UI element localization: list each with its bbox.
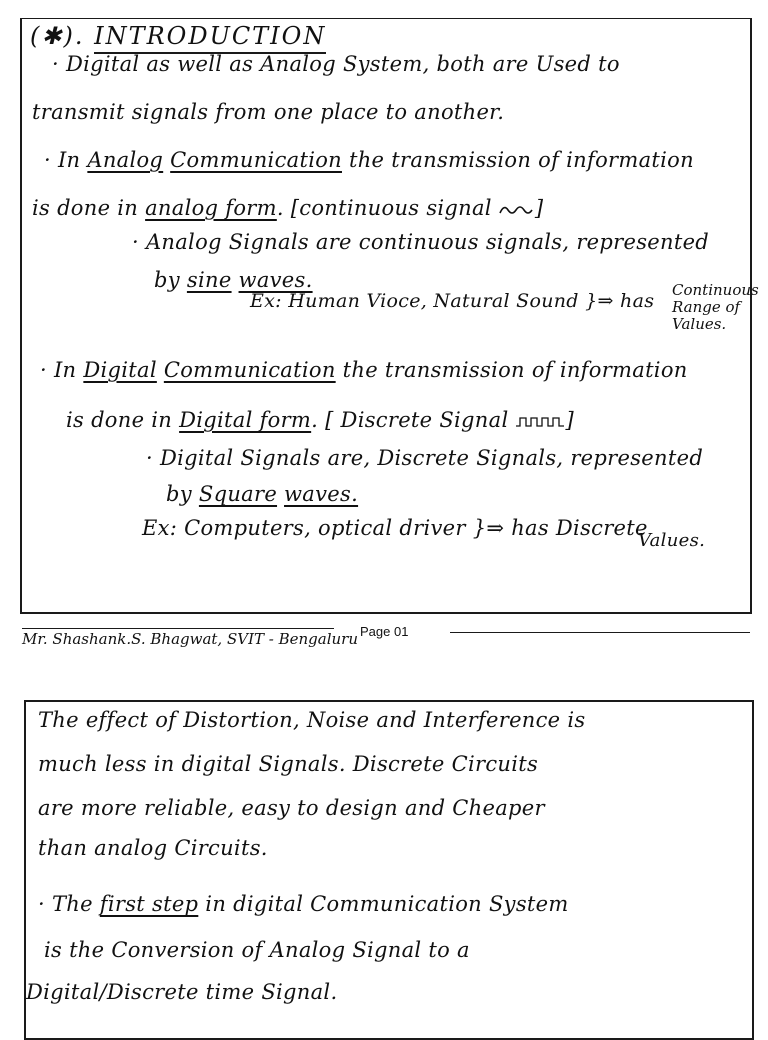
text-span: the transmission of information [348,148,694,172]
text-line [66,408,574,432]
footer-author: Mr. Shashank.S. Bhagwat, SVIT - Bengaluru [22,630,359,648]
text-span: . [continuous signal [276,196,492,220]
underlined-word: waves. [238,268,313,292]
text-line: transmit signals from one place to another. [32,100,505,124]
text-line [44,148,694,172]
underlined-word: Digital [83,358,157,382]
text-line [166,482,358,506]
page-number: Page 01 [360,624,409,639]
text-line: · Digital Signals are, Discrete Signals, represented [146,446,704,470]
text-span: the transmission of information [342,358,688,382]
text-span: is done in [32,196,139,220]
text-span: by [166,482,192,506]
title-text: INTRODUCTION [94,22,326,54]
underlined-word: Communication [163,358,336,382]
underlined-word: analog form [145,196,277,220]
side-note-line: Continuous [672,281,759,299]
text-span: Ex: Human Vioce, Natural Sound [250,290,579,312]
footer-rule-left [22,628,334,629]
side-note-line: Values. [672,315,727,333]
text-span: · The [38,892,93,916]
text-line: much less in digital Signals. Discrete Circuits [38,752,539,776]
text-span: in digital Communication System [205,892,569,916]
text-line [40,358,688,382]
text-line: is the Conversion of Analog Signal to a [44,938,470,962]
text-line [154,268,313,292]
text-line: The effect of Distortion, Noise and Interference is [38,708,586,732]
underlined-word: Square [198,482,278,506]
text-line: than analog Circuits. [38,836,268,860]
text-line: · Analog Signals are continuous signals, represented [132,230,710,254]
side-note-line: Range of [672,298,741,316]
underlined-word: first step [99,892,199,916]
brace-arrow: }⇒ has Discrete [472,516,648,540]
side-note: Values. [638,530,706,551]
text-span: · In [40,358,77,382]
title-marker: (✱). [30,22,85,50]
text-span: ] [534,196,544,220]
text-line [32,196,543,220]
text-line: are more reliable, easy to design and Cheaper [38,796,545,820]
text-span: . [ Discrete Signal [311,408,509,432]
section-title [30,22,326,50]
underlined-word: Communication [170,148,342,172]
text-span: ] [565,408,574,432]
text-line [142,516,648,540]
underlined-word: waves. [284,482,359,506]
sine-wave-icon [499,203,535,217]
footer-rule-right [450,632,750,633]
text-span: · In [44,148,81,172]
side-note [672,282,759,333]
underlined-word: Analog [87,148,164,172]
square-wave-icon [515,415,565,429]
text-span: Ex: Computers, optical driver [142,516,466,540]
text-span: is done in [66,408,173,432]
text-line: Digital/Discrete time Signal. [26,980,338,1004]
text-span: by [154,268,180,292]
text-line: · Digital as well as Analog System, both are Used to [52,52,620,76]
text-line [38,892,569,916]
underlined-word: Digital form [179,408,312,432]
text-line [250,290,654,312]
underlined-word: sine [186,268,232,292]
brace-arrow: }⇒ has [585,290,655,312]
